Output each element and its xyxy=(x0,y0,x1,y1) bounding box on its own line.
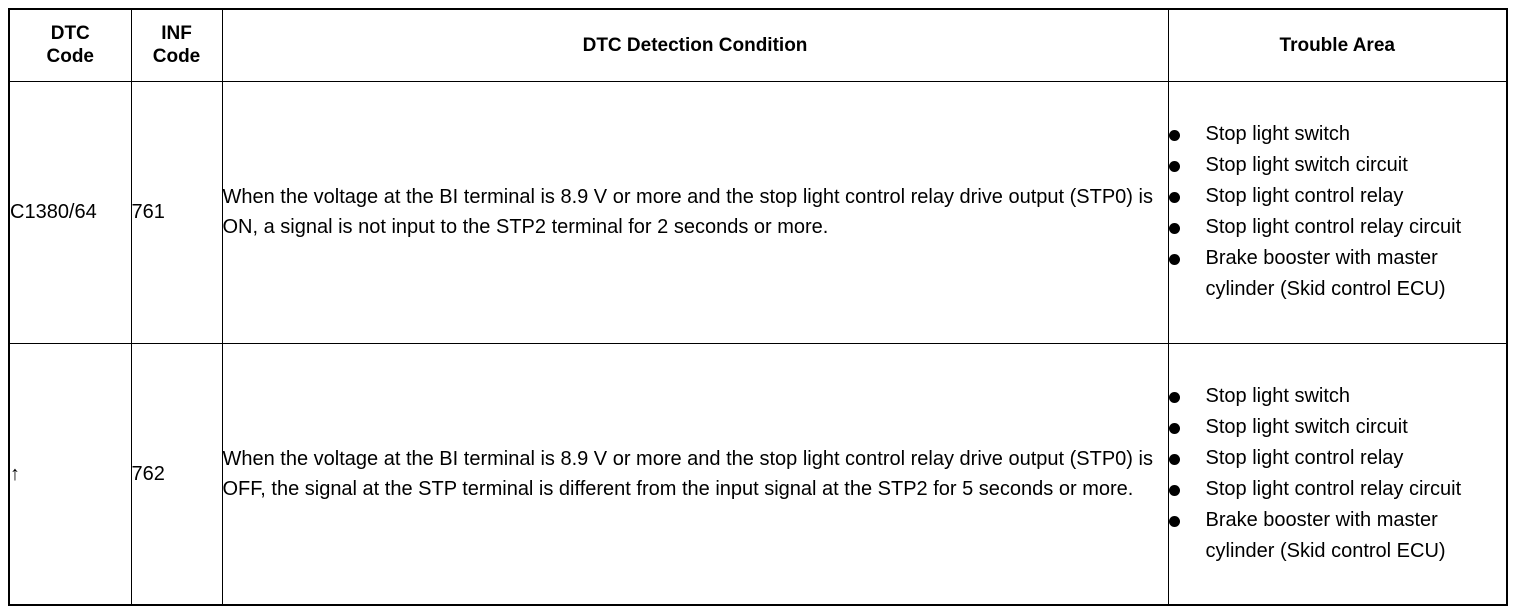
header-inf-code xyxy=(131,9,222,81)
bullet-icon xyxy=(1169,254,1180,265)
header-inf-code-line1: INF xyxy=(161,23,192,45)
bullet-icon xyxy=(1169,516,1180,527)
dtc-code-cell: ↑ xyxy=(9,343,131,605)
trouble-area-text: Stop light switch xyxy=(1205,123,1351,145)
bullet-icon xyxy=(1169,423,1180,434)
header-row xyxy=(9,9,1507,81)
header-condition: DTC Detection Condition xyxy=(222,9,1168,81)
list-item xyxy=(1169,443,1507,474)
list-item xyxy=(1169,505,1507,567)
trouble-area-text: Stop light control relay xyxy=(1205,446,1404,469)
header-dtc-code-line1: DTC xyxy=(50,23,90,45)
bullet-icon xyxy=(1169,454,1180,465)
inf-code-cell: 761 xyxy=(131,81,222,343)
header-inf-code-line2: Code xyxy=(152,46,201,68)
dtc-code-cell: C1380/64 xyxy=(9,81,131,343)
list-item xyxy=(1169,381,1507,412)
trouble-area-cell xyxy=(1168,81,1507,343)
trouble-area-text: Stop light switch circuit xyxy=(1205,415,1408,438)
header-dtc-code xyxy=(9,9,131,81)
trouble-area-list xyxy=(1169,119,1507,305)
condition-cell: When the voltage at the BI terminal is 8.9 V or more and the stop light control relay drive output (STP0) is ON, a signal is not input to the STP2 terminal for 2 seconds or more. xyxy=(222,81,1168,343)
list-item xyxy=(1169,243,1507,305)
trouble-area-list xyxy=(1169,381,1507,567)
bullet-icon xyxy=(1169,223,1180,234)
dtc-table xyxy=(8,8,1508,606)
trouble-area-text: Stop light switch xyxy=(1205,384,1351,407)
table-row xyxy=(9,343,1507,605)
list-item xyxy=(1169,119,1507,150)
list-item xyxy=(1169,181,1507,212)
trouble-area-text: Stop light control relay circuit xyxy=(1205,477,1462,500)
trouble-area-text: Brake booster with master cylinder (Skid control ECU) xyxy=(1205,247,1446,300)
trouble-area-text: Stop light control relay xyxy=(1205,185,1404,207)
list-item xyxy=(1169,150,1507,181)
list-item xyxy=(1169,474,1507,505)
trouble-area-cell xyxy=(1168,343,1507,605)
bullet-icon xyxy=(1169,161,1180,172)
bullet-icon xyxy=(1169,392,1180,403)
list-item xyxy=(1169,212,1507,243)
list-item xyxy=(1169,412,1507,443)
inf-code-cell: 762 xyxy=(131,343,222,605)
bullet-icon xyxy=(1169,485,1180,496)
header-dtc-code-line2: Code xyxy=(46,46,94,68)
header-trouble-area: Trouble Area xyxy=(1168,9,1507,81)
table-row xyxy=(9,81,1507,343)
bullet-icon xyxy=(1169,130,1180,141)
trouble-area-text: Brake booster with master cylinder (Skid control ECU) xyxy=(1205,508,1446,562)
condition-cell: When the voltage at the BI terminal is 8.9 V or more and the stop light control relay drive output (STP0) is OFF, the signal at the STP terminal is different from the input signal at the STP2 for 5 seconds or more. xyxy=(222,343,1168,605)
trouble-area-text: Stop light switch circuit xyxy=(1205,154,1408,176)
bullet-icon xyxy=(1169,192,1180,203)
trouble-area-text: Stop light control relay circuit xyxy=(1205,216,1462,238)
